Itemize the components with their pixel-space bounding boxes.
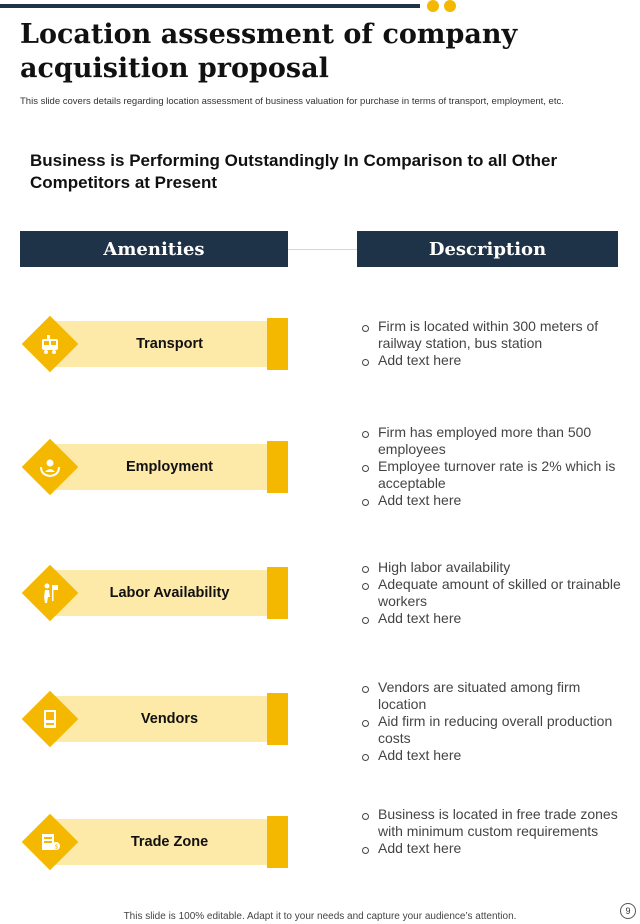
page-subtitle: This slide covers details regarding location assessment of business valuation for purchase in terms of transport, employment, etc. bbox=[20, 96, 564, 107]
footer-note: This slide is 100% editable. Adapt it to your needs and capture your audience’s attention. bbox=[123, 911, 517, 922]
svg-text:$: $ bbox=[54, 843, 59, 851]
description-item: Add text here bbox=[360, 492, 622, 509]
amenities-header: Amenities bbox=[20, 231, 288, 267]
description-item: Add text here bbox=[360, 352, 622, 369]
description-item: Add text here bbox=[360, 747, 622, 764]
description-item: High labor availability bbox=[360, 559, 622, 576]
description-item: Add text here bbox=[360, 840, 622, 857]
description-item: Add text here bbox=[360, 610, 622, 627]
accent-dot bbox=[444, 0, 456, 12]
trade-zone-icon bbox=[35, 827, 65, 857]
description-item: Adequate amount of skilled or trainable workers bbox=[360, 576, 622, 610]
description-item: Firm is located within 300 meters of railway station, bus station bbox=[360, 318, 622, 352]
amenity-tab bbox=[267, 816, 288, 868]
amenity-tab bbox=[267, 318, 288, 370]
description-item: Vendors are situated among firm location bbox=[360, 679, 622, 713]
description-item: Business is located in free trade zones with minimum custom requirements bbox=[360, 806, 622, 840]
header-connector-line bbox=[288, 249, 357, 250]
description-item: Aid firm in reducing overall production costs bbox=[360, 713, 622, 747]
worker-icon bbox=[35, 578, 65, 608]
amenity-tab bbox=[267, 441, 288, 493]
amenity-tab bbox=[267, 693, 288, 745]
amenity-label: Trade Zone bbox=[52, 819, 267, 865]
amenity-label: Labor Availability bbox=[52, 570, 267, 616]
amenity-label: Vendors bbox=[52, 696, 267, 742]
amenity-tab bbox=[267, 567, 288, 619]
amenity-label: Employment bbox=[52, 444, 267, 490]
description-list bbox=[360, 679, 622, 764]
description-item: Firm has employed more than 500 employees bbox=[360, 424, 622, 458]
description-list bbox=[360, 424, 622, 509]
train-icon bbox=[35, 329, 65, 359]
description-item: Employee turnover rate is 2% which is acceptable bbox=[360, 458, 622, 492]
page-number: 9 bbox=[620, 903, 636, 919]
vending-machine-icon bbox=[35, 704, 65, 734]
page-title: Location assessment of company acquisition proposal bbox=[20, 19, 518, 84]
employee-care-icon bbox=[35, 452, 65, 482]
description-list bbox=[360, 806, 622, 857]
description-header: Description bbox=[357, 231, 618, 267]
section-headline: Business is Performing Outstandingly In Comparison to all Other Competitors at Present bbox=[30, 151, 558, 192]
amenity-label: Transport bbox=[52, 321, 267, 367]
top-accent-bar bbox=[0, 4, 420, 8]
description-list bbox=[360, 318, 622, 369]
accent-dot bbox=[427, 0, 439, 12]
description-list bbox=[360, 559, 622, 627]
